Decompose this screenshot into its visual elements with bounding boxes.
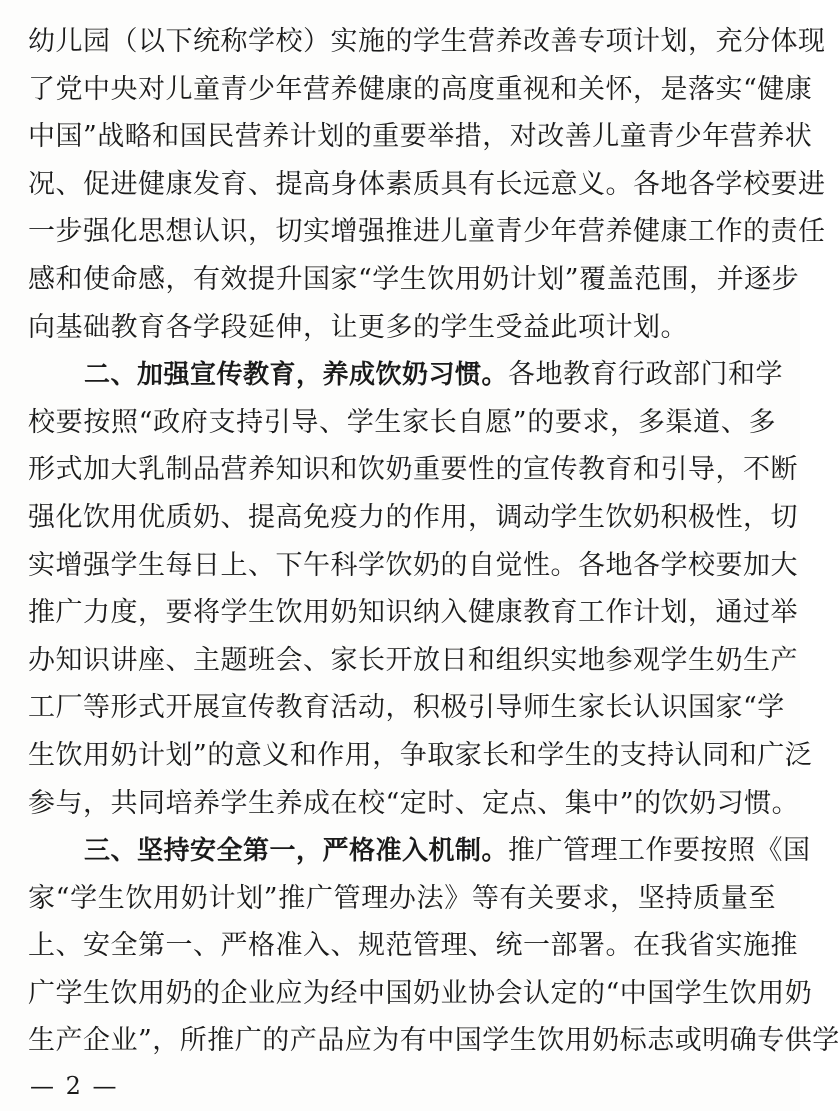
line-text: 家“学生饮用奶计划”推广管理办法》等有关要求，坚持质量至 [28,882,776,914]
line-text: 幼儿园（以下统称学校）实施的学生营养改善专项计划，充分体现 [28,26,826,57]
text-line [28,827,811,875]
line-text: 感和使命感，有效提升国家“学生饮用奶计划”覆盖范围，并逐步 [28,263,800,295]
line-text: 推广力度，要将学生饮用奶知识纳入健康教育工作计划，通过举 [28,597,798,629]
line-text: 生产企业”，所推广的产品应为有中国学生饮用奶标志或明确专供学 [28,1025,840,1057]
text-line [28,18,826,66]
line-text: 广学生饮用奶的企业应为经中国奶业协会认定的“中国学生饮用奶 [28,977,813,1009]
text-line [28,684,785,732]
text-line [28,970,813,1018]
section-heading: 二、加强宣传教育，养成饮奶习惯。 [84,360,509,391]
line-text: 了党中央对儿童青少年营养健康的高度重视和关怀，是落实“健康 [28,73,813,105]
text-line [28,589,798,637]
line-text: 校要按照“政府支持引导、学生家长自愿”的要求，多渠道、多 [28,406,776,438]
text-line [28,256,800,304]
text-line [28,875,776,923]
line-text: 况、促进健康发育、提高身体素质具有长远意义。各地各学校要进 [28,168,826,200]
line-text: 强化饮用优质奶、提高免疫力的作用，调动学生饮奶积极性，切 [28,501,798,533]
text-line [28,732,813,780]
line-text: 向基础教育各学段延伸，让更多的学生受益此项计划。 [28,311,688,343]
line-text: 形式加大乳制品营养知识和饮奶重要性的宣传教育和引导，不断 [28,454,798,486]
line-text: 各地教育行政部门和学 [508,359,784,391]
text-line [28,304,776,352]
line-text: 办知识讲座、主题班会、家长开放日和组织实地参观学生奶生产 [28,644,798,676]
page-number: — 2 — [30,1072,119,1100]
body-text [28,18,840,1065]
text-line [28,351,784,399]
line-text: 推广管理工作要按照《国 [508,835,811,867]
text-line [28,399,776,447]
line-text: 参与，共同培养学生养成在校“定时、定点、集中”的饮奶习惯。 [28,787,800,819]
line-text: 上、安全第一、严格准入、规范管理、统一部署。在我省实施推 [28,930,798,962]
text-line [28,66,813,114]
text-line [28,208,826,256]
text-line [28,1017,840,1065]
text-line [28,637,798,685]
text-line [28,161,826,209]
text-line [28,780,800,828]
text-line [28,922,798,970]
section-heading: 三、坚持安全第一，严格准入机制。 [84,836,509,867]
line-text: 一步强化思想认识，切实增强推进儿童青少年营养健康工作的责任 [28,216,826,248]
line-text: 工厂等形式开展宣传教育活动，积极引导师生家长认识国家“学 [28,692,785,724]
text-line [28,446,798,494]
line-text: 中国”战略和国民营养计划的重要举措，对改善儿童青少年营养状 [28,121,813,153]
line-text: 实增强学生每日上、下午科学饮奶的自觉性。各地各学校要加大 [28,549,798,581]
text-line [28,113,813,161]
line-text: 生饮用奶计划”的意义和作用，争取家长和学生的支持认同和广泛 [28,739,813,771]
text-line [28,494,798,542]
text-line [28,542,798,590]
